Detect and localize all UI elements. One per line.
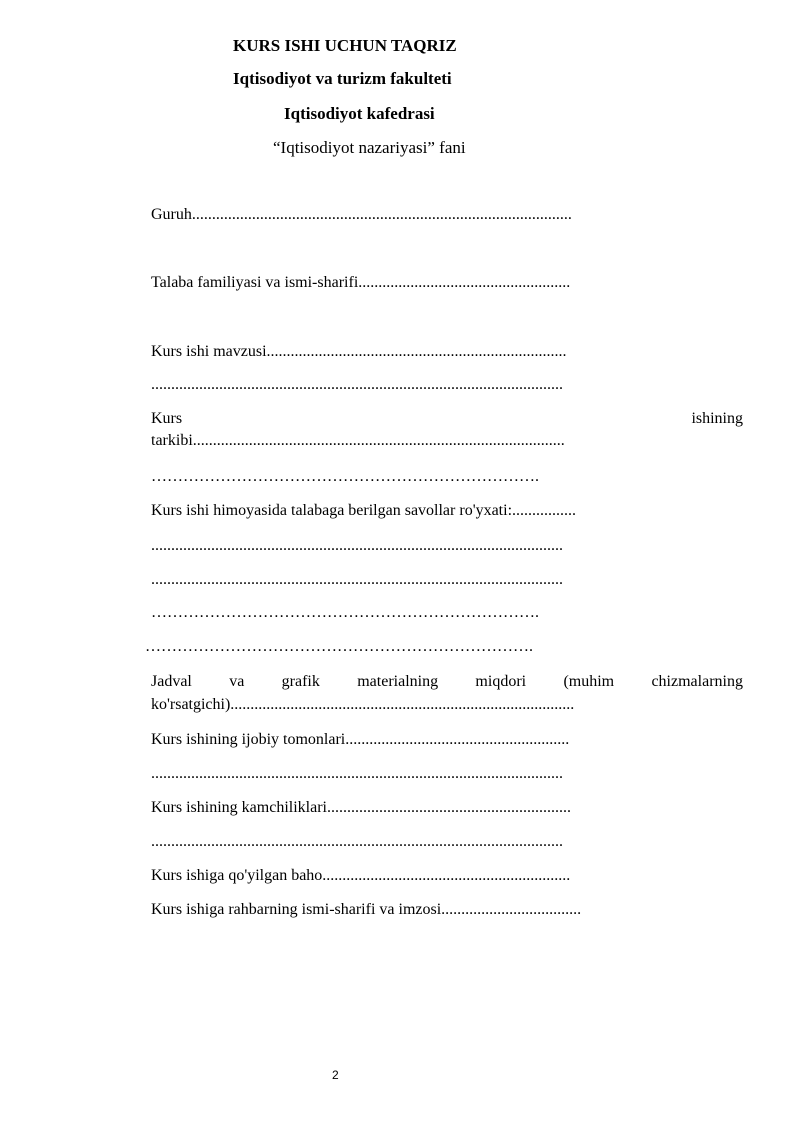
- materials-word: chizmalarning: [651, 673, 743, 690]
- defense-questions-field: Kurs ishi himoyasida talabaga berilgan savollar ro'yxati:................: [151, 502, 577, 519]
- supervisor-signature-field: Kurs ishiga rahbarning ismi-sharifi va imzosi...................................: [151, 901, 582, 918]
- grade-field: Kurs ishiga qo'yilgan baho..............................................................: [151, 867, 571, 884]
- defense-line: ……………………………………………………………….: [151, 604, 539, 621]
- document-title: KURS ISHI UCHUN TAQRIZ: [233, 36, 457, 55]
- department-name: Iqtisodiyot kafedrasi: [284, 104, 435, 123]
- materials-word: materialning: [357, 673, 439, 690]
- materials-word: (muhim: [563, 673, 615, 690]
- page-number: 2: [332, 1068, 339, 1082]
- materials-field: [151, 673, 743, 691]
- defense-line: .......................................................................................................: [151, 537, 563, 554]
- structure-continuation: tarkibi.............................................................................................: [151, 432, 565, 449]
- materials-word: Jadval: [151, 673, 192, 690]
- shortcomings-field: Kurs ishining kamchiliklari.............................................................: [151, 799, 571, 816]
- topic-field: Kurs ishi mavzusi...........................................................................: [151, 343, 567, 360]
- structure-word: Kurs: [151, 410, 183, 427]
- materials-continuation: ko'rsatgichi)......................................................................................: [151, 696, 575, 713]
- topic-continuation: .......................................................................................................: [151, 376, 563, 393]
- faculty-name: Iqtisodiyot va turizm fakulteti: [233, 69, 452, 88]
- defense-line: ……………………………………………………………….: [145, 638, 533, 655]
- group-field: Guruh...............................................................................................: [151, 206, 572, 223]
- shortcomings-continuation: .......................................................................................................: [151, 833, 563, 850]
- materials-word: va: [229, 673, 245, 690]
- structure-word: ishining: [691, 410, 743, 427]
- materials-word: grafik: [281, 673, 320, 690]
- materials-word: miqdori: [475, 673, 527, 690]
- structure-field: [151, 410, 743, 428]
- positive-aspects-continuation: .......................................................................................................: [151, 765, 563, 782]
- structure-ellipsis: ……………………………………………………………….: [151, 468, 539, 485]
- defense-line: .......................................................................................................: [151, 571, 563, 588]
- subject-name: “Iqtisodiyot nazariyasi” fani: [273, 138, 466, 157]
- student-name-field: Talaba familiyasi va ismi-sharifi.....................................................: [151, 274, 571, 291]
- positive-aspects-field: Kurs ishining ijobiy tomonlari........................................................: [151, 731, 570, 748]
